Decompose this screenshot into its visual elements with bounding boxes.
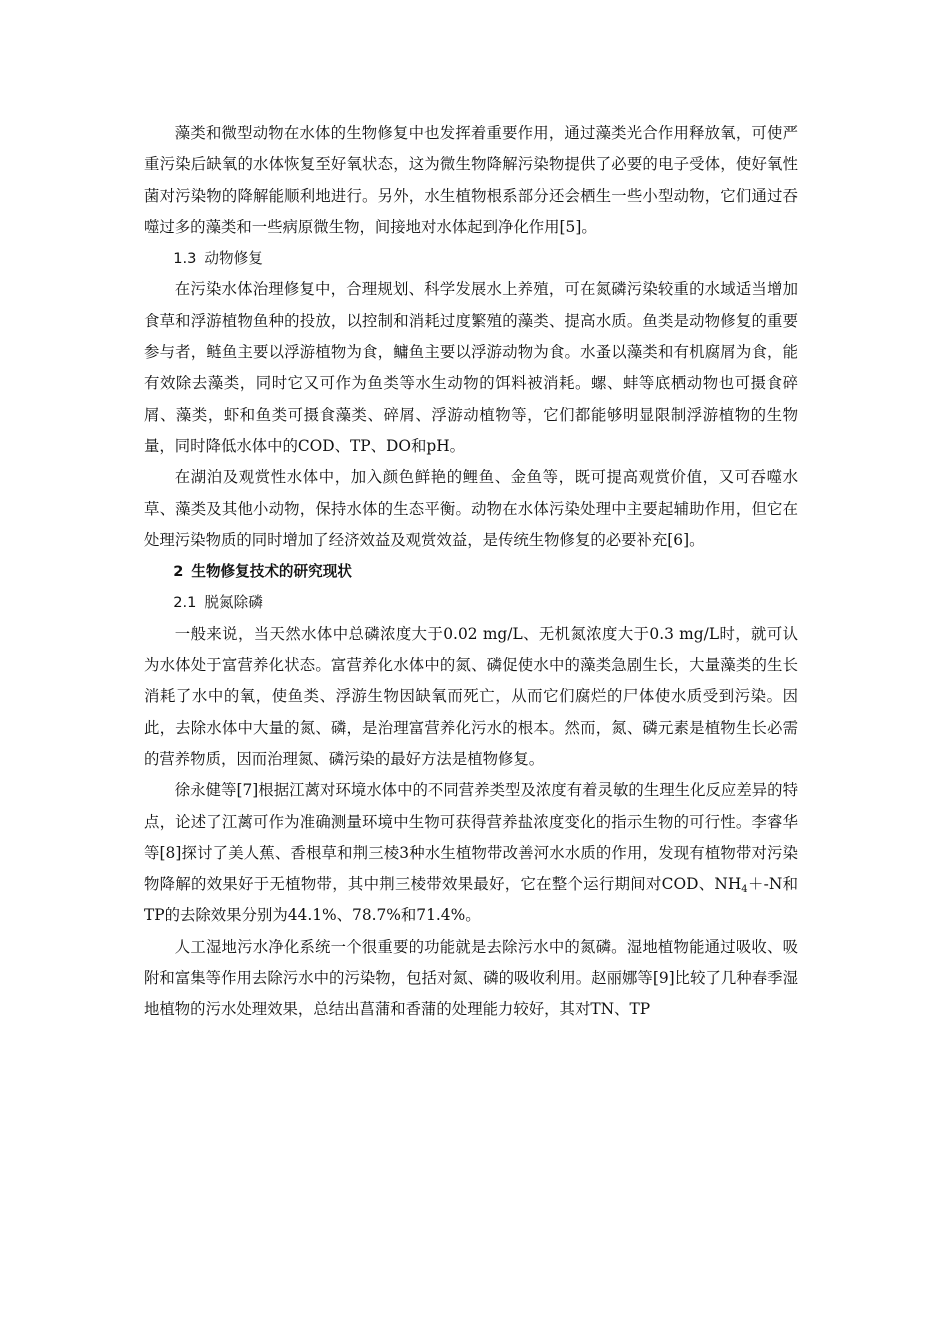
- paragraph-aquaculture: 在污染水体治理修复中，合理规划、科学发展水上养殖，可在氮磷污染较重的水域适当增加食草和浮游植物鱼种的投放，以控制和消耗过度繁殖的藻类、提高水质。鱼类是动物修复的重要参与者，鲢鱼主要以浮游植物为食，鳙鱼主要以浮游动物为食。水蚤以藻类和有机腐屑为食，能有效除去藻类，同时它又可作为鱼类等水生动物的饵料被消耗。螺、蚌等底栖动物也可摄食碎屑、藻类，虾和鱼类可摄食藻类、碎屑、浮游动植物等，它们都能够明显限制浮游植物的生物量，同时降低水体中的COD、TP、DO和pH。: [144, 280, 798, 455]
- section-heading-2: [144, 556, 798, 587]
- section-heading-1-3: [144, 243, 798, 274]
- section-heading-2-1: [144, 587, 798, 618]
- paragraph-algae-microfauna: 藻类和微型动物在水体的生物修复中也发挥着重要作用，通过藻类光合作用释放氧，可使严重污染后缺氧的水体恢复至好氧状态，这为微生物降解污染物提供了必要的电子受体，使好氧性菌对污染物的降解能顺利地进行。另外，水生植物根系部分还会栖生一些小型动物，它们通过吞噬过多的藻类和一些病原微生物，间接地对水体起到净化作用[5]。: [144, 124, 798, 236]
- section-number: 2.1: [173, 594, 197, 612]
- document-page: [144, 118, 798, 1026]
- section-title: 动物修复: [204, 250, 263, 268]
- section-title: 脱氮除磷: [204, 594, 263, 612]
- paragraph-text: 徐永健等[7]根据江蓠对环境水体中的不同营养类型及浓度有着灵敏的生理生化反应差异的特点，论述了江蓠可作为准确测量环境中生物可获得营养盐浓度变化的指示生物的可行性。李睿华等[8]探讨了美人蕉、香根草和荆三棱3种水生植物带改善河水水质的作用，发现有植物带对污染物降解的效果好于无植物带，其中荆三棱带效果最好，它在整个运行期间对COD、NH: [144, 781, 798, 894]
- paragraph-constructed-wetland: 人工湿地污水净化系统一个很重要的功能就是去除污水中的氮磷。湿地植物能通过吸收、吸附和富集等作用去除污水中的污染物，包括对氮、磷的吸收利用。赵丽娜等[9]比较了几种春季湿地植物的污水处理效果，总结出菖蒲和香蒲的处理能力较好，其对TN、TP: [144, 937, 798, 1019]
- section-number: 1.3: [173, 250, 197, 268]
- subscript-text: 4: [741, 884, 748, 896]
- paragraph-plant-studies: [144, 775, 798, 931]
- paragraph-eutrophication: 一般来说，当天然水体中总磷浓度大于0.02 mg/L、无机氮浓度大于0.3 mg/L时，就可认为水体处于富营养化状态。富营养化水体中的氮、磷促使水中的藻类急剧生长，大量藻类的生长消耗了水中的氧，使鱼类、浮游生物因缺氧而死亡，从而它们腐烂的尸体使水质受到污染。因此，去除水体中大量的氮、磷，是治理富营养化污水的根本。然而，氮、磷元素是植物生长必需的营养物质，因而治理氮、磷污染的最好方法是植物修复。: [144, 624, 798, 768]
- section-number: 2: [173, 563, 184, 581]
- paragraph-ornamental-fish: 在湖泊及观赏性水体中，加入颜色鲜艳的鲤鱼、金鱼等，既可提高观赏价值，又可吞噬水草、藻类及其他小动物，保持水体的生态平衡。动物在水体污染处理中主要起辅助作用，但它在处理污染物质的同时增加了经济效益及观赏效益，是传统生物修复的必要补充[6]。: [144, 468, 798, 549]
- section-title: 生物修复技术的研究现状: [191, 563, 352, 581]
- paragraph-text: ＋-N和TP的去除效果分别为44.1%、78.7%和71.4%。: [144, 875, 798, 925]
